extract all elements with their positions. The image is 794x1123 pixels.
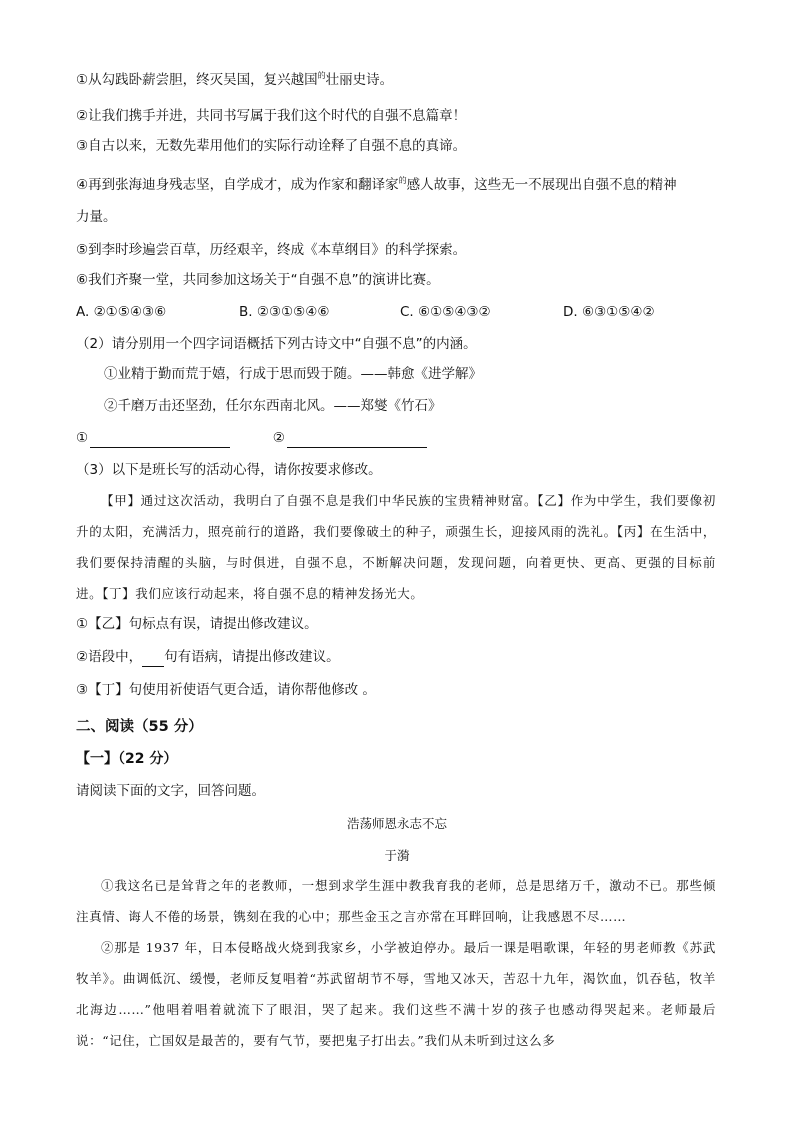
q2-answer-blanks: ① ② [76,428,427,448]
answer-blank-2[interactable] [287,433,427,448]
q2-line-1: ①业精于勤而荒于嬉，行成于思而毁于随。——韩愈《进学解》 [104,366,482,382]
sentence-3: ③自古以来，无数先辈用他们的实际行动诠释了自强不息的真谛。 [76,138,467,154]
sentence-5: ⑤到李时珍遍尝百草，历经艰辛，终成《本草纲目》的科学探索。 [76,242,467,258]
part-heading: 【一】（22 分） [76,751,178,767]
sentence-6: ⑥我们齐聚一堂，共同参加这场关于“自强不息”的演讲比赛。 [76,272,440,288]
article-paragraph-2: ②那是 1937 年，日本侵略战火烧到我家乡，小学被迫停办。最后一课是唱歌课，年轻的男老师教《苏武牧羊》。曲调低沉、缓慢，老师反复唱着“苏武留胡节不辱，雪地又冰天，苦忍十九年，渴饮血，饥吞毡，牧羊北海边……”他唱着唱着就流下了眼泪，哭了起来。我们这些不满十岁的孩子也感动得哭起来。老师最后说：“记住，亡国奴是最苦的，要有气节，要把鬼子打出去。”我们从未听到过这么多 [76,940,716,1048]
answer-blank-1[interactable] [90,433,230,448]
q2-prompt: （2）请分别用一个四字词语概括下列古诗文中“自强不息”的内涵。 [76,336,477,352]
sentence-2: ②让我们携手并进，共同书写属于我们这个时代的自强不息篇章！ [76,108,467,124]
option-a[interactable]: A. ②①⑤④③⑥ [76,304,167,320]
q3-sub-3: ③【丁】句使用祈使语气更合适，请你帮他修改 。 [76,682,376,698]
answer-options [76,302,716,322]
reading-instruction: 请阅读下面的文字，回答问题。 [76,783,265,799]
option-c[interactable]: C. ⑥①⑤④③② [400,304,491,320]
answer-blank-3[interactable] [142,652,164,667]
sentence-1: ①从勾践卧薪尝胆，终灭吴国，复兴越国$^的$壮丽史诗。 [76,71,394,88]
option-b[interactable]: B. ②③①⑤④⑥ [239,304,330,320]
sentence-4-cont: 力量。 [76,209,117,225]
q2-line-2: ②千磨万击还坚劲，任尔东西南北风。——郑燮《竹石》 [104,398,442,414]
q3-sub-2: ②语段中， 句有语病，请提出修改建议。 [76,649,340,665]
q3-sub-1: ①【乙】句标点有误，请提出修改建议。 [76,616,318,632]
q3-prompt: （3）以下是班长写的活动心得，请你按要求修改。 [76,462,382,478]
sentence-4: ④再到张海迪身残志坚，自学成才，成为作家和翻译家$^的$感人故事，这些无一不展现出自强不息的精神 [76,176,677,193]
article-paragraph-1: ①我这名已是耸背之年的老教师，一想到求学生涯中教我育我的老师，总是思绪万千，激动不已。那些倾注真情、诲人不倦的场景，镌刻在我的心中；那些金玉之言亦常在耳畔回响，让我感恩不尽…… [76,878,716,924]
article-author: 于漪 [384,848,410,863]
article-title: 浩荡师恩永志不忘 [346,816,447,831]
section-heading: 二、阅读（55 分） [76,719,203,735]
option-d[interactable]: D. ⑥③①⑤④② [563,304,655,320]
q3-passage: 【甲】通过这次活动，我明白了自强不息是我们中华民族的宝贵精神财富。【乙】作为中学生，我们要像初升的太阳，充满活力，照亮前行的道路，我们要像破土的种子，顽强生长，迎接风雨的洗礼。【丙】在生活中，我们要保持清醒的头脑，与时俱进，自强不息，不断解决问题，发现问题，向着更快、更高、更强的目标前进。【丁】我们应该行动起来，将自强不息的精神发扬光大。 [76,493,716,601]
